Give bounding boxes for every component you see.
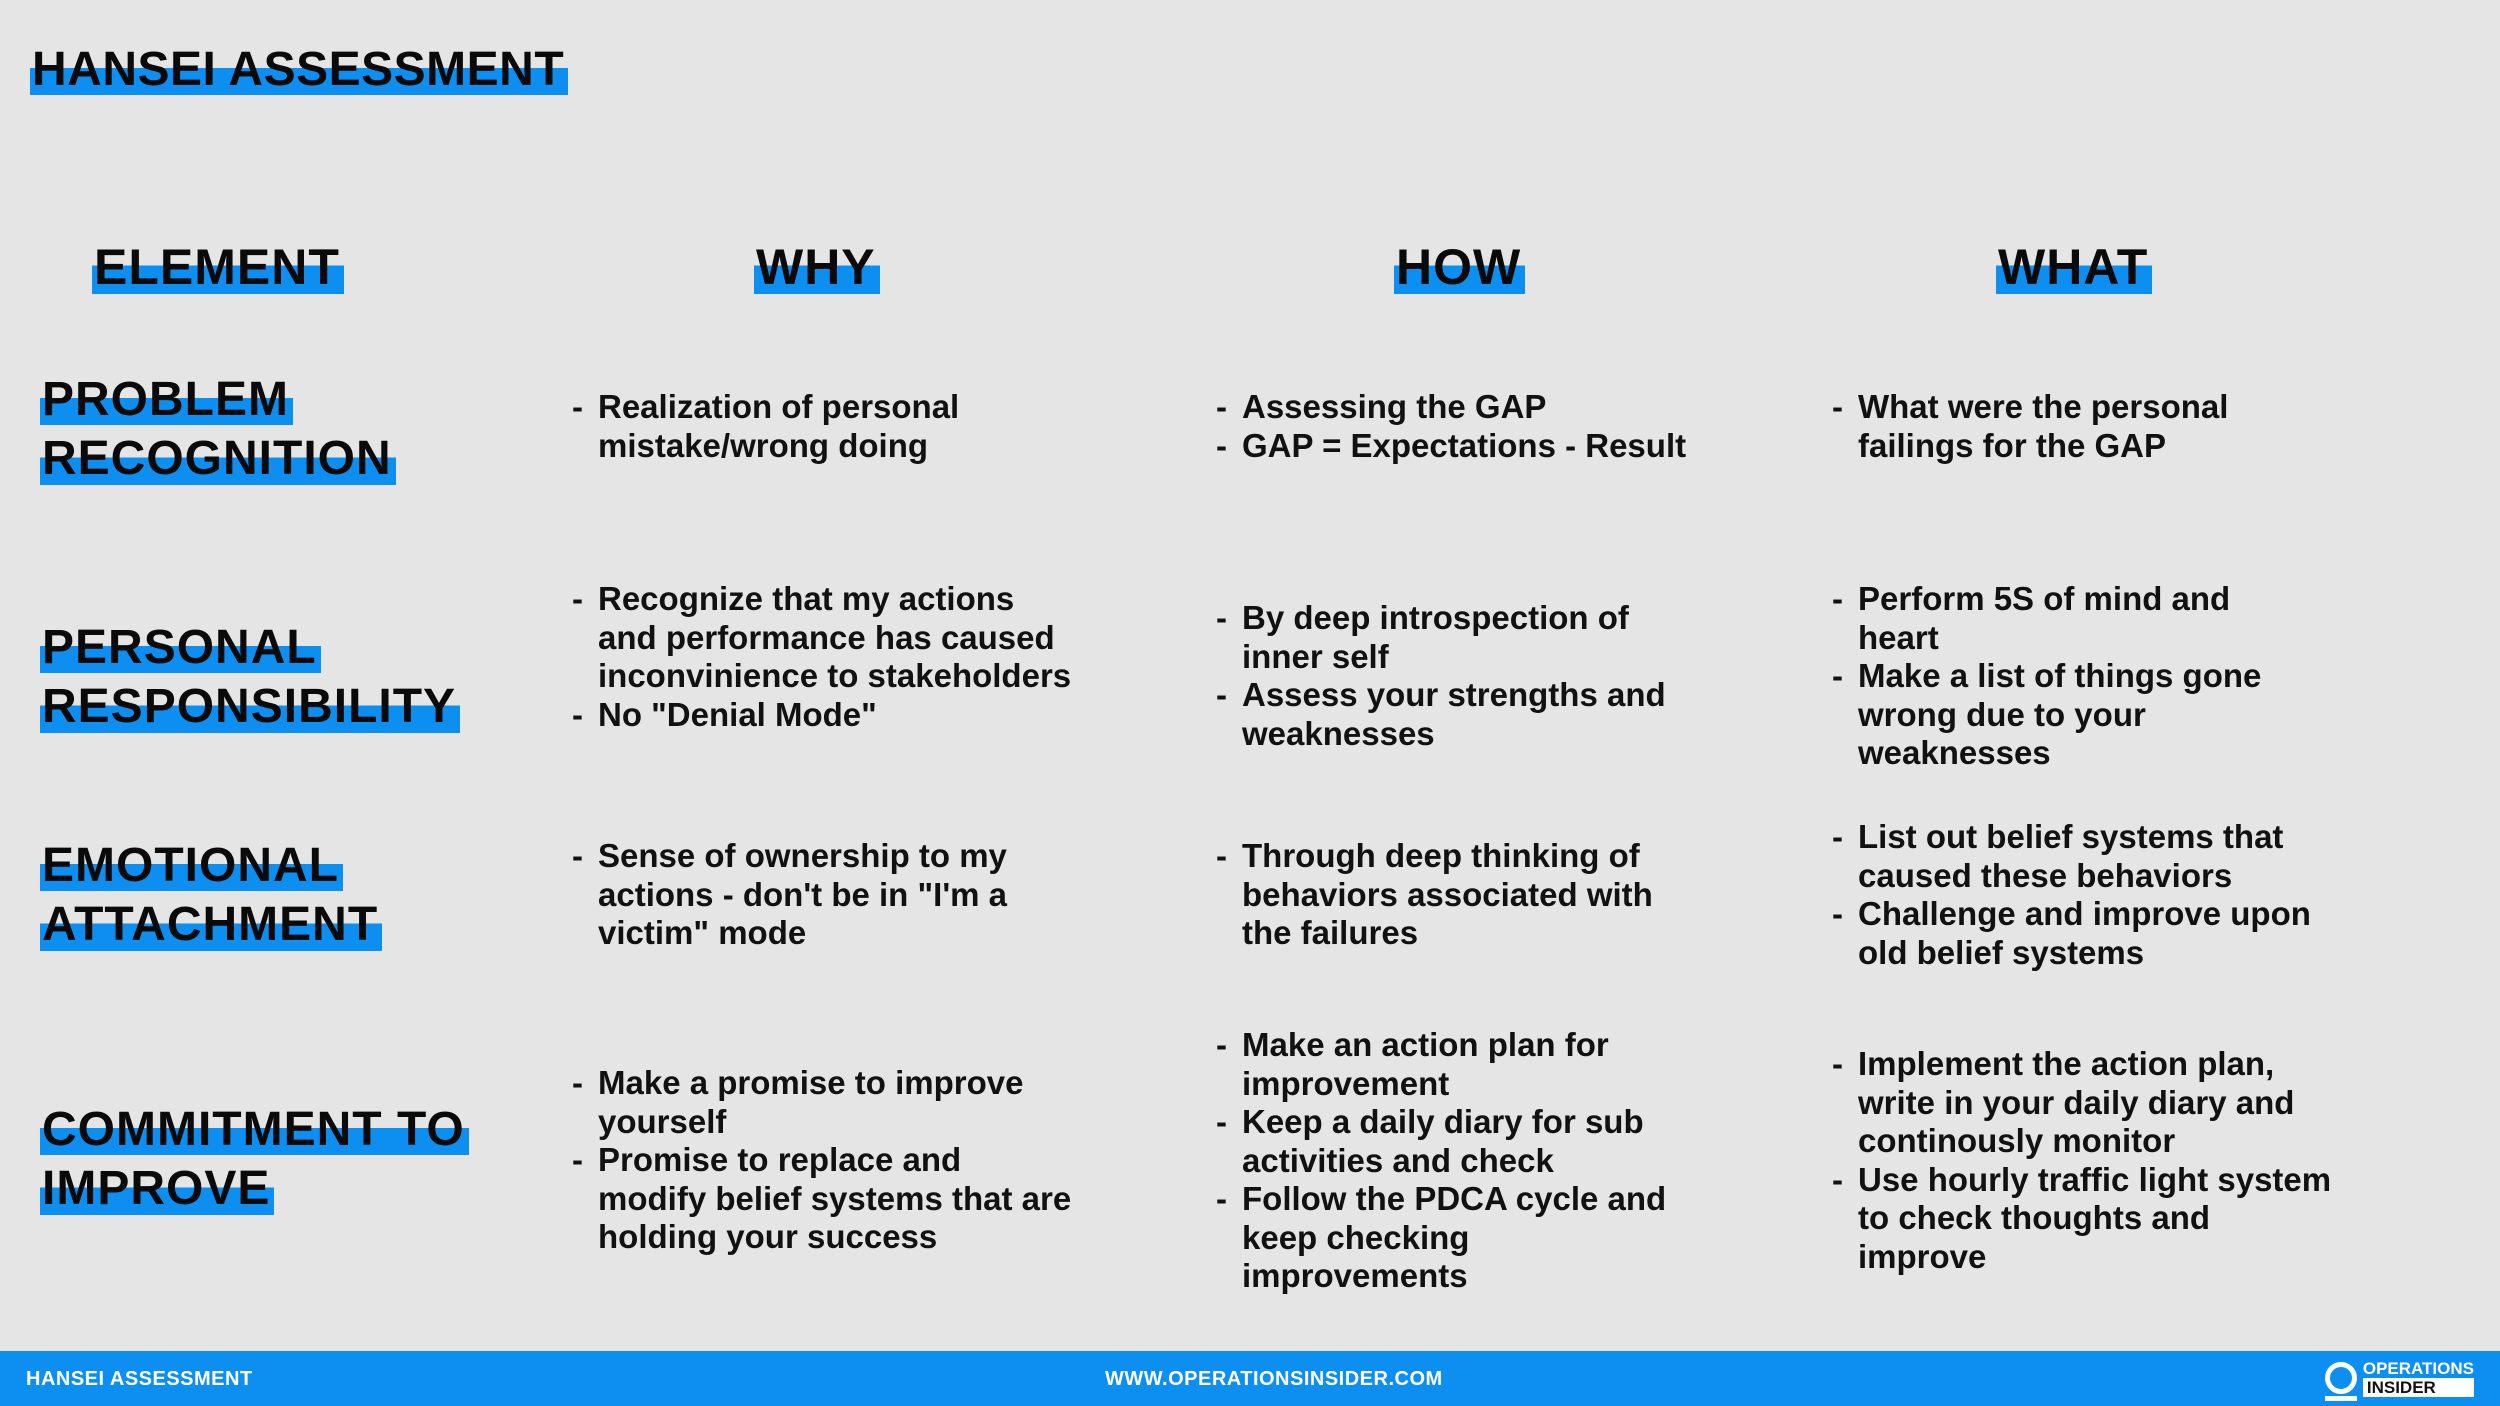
cell-how-row2 [1216,599,1696,753]
column-header-how-text: HOW [1394,241,1525,294]
list-item: - Make a list of things gone wrong due to your weaknesses [1832,657,2292,773]
logo-line2: INSIDER [2363,1378,2474,1397]
logo-line1: OPERATIONS [2362,1359,2474,1378]
cell-why-row1 [572,388,1092,465]
row-element-emotional-attachment [40,838,382,957]
list-item: - Implement the action plan, write in your daily diary and continously monitor [1832,1045,2332,1161]
row-element-personal-responsibility [40,620,460,739]
row-element-line: IMPROVE [40,1164,274,1214]
column-header-element [92,238,344,296]
brand-logo [2325,1359,2474,1397]
row-element-line: PERSONAL [40,623,321,673]
list-item: - Assessing the GAP [1216,388,1756,427]
list-item: - Assess your strengths and weaknesses [1216,676,1696,753]
list-item: - Use hourly traffic light system to check thoughts and improve [1832,1161,2332,1277]
column-header-how [1394,238,1525,296]
footer-bar [0,1351,2500,1406]
cell-why-row4 [572,1064,1072,1257]
row-element-problem-recognition [40,372,396,491]
list-item: - By deep introspection of inner self [1216,599,1696,676]
cell-what-row2 [1832,580,2292,773]
column-header-element-text: ELEMENT [92,241,344,294]
column-header-what-text: WHAT [1996,241,2152,294]
list-item: - What were the personal failings for the GAP [1832,388,2272,465]
row-element-line: COMMITMENT TO [40,1105,469,1155]
list-item: - Realization of personal mistake/wrong doing [572,388,1092,465]
list-item: - Perform 5S of mind and heart [1832,580,2292,657]
column-header-why-text: WHY [754,241,880,294]
list-item: - Make an action plan for improvement [1216,1026,1696,1103]
list-item: - Through deep thinking of behaviors associated with the failures [1216,837,1696,953]
cell-why-row3 [572,837,1072,953]
cell-how-row1 [1216,388,1756,465]
page-title-text: HANSEI ASSESSMENT [30,45,568,95]
cell-what-row3 [1832,818,2332,972]
column-header-why [754,238,880,296]
row-element-line: RESPONSIBILITY [40,682,460,732]
cell-what-row4 [1832,1045,2332,1276]
list-item: - Promise to replace and modify belief systems that are holding your success [572,1141,1072,1257]
cell-how-row4 [1216,1026,1696,1296]
list-item: - Keep a daily diary for sub activities and check [1216,1103,1696,1180]
row-element-commitment-to-improve [40,1102,469,1221]
list-item: - Challenge and improve upon old belief systems [1832,895,2332,972]
list-item: - Make a promise to improve yourself [572,1064,1072,1141]
cell-why-row2 [572,580,1072,734]
list-item: - Sense of ownership to my actions - don't be in "I'm a victim" mode [572,837,1072,953]
row-element-line: ATTACHMENT [40,900,382,950]
list-item: - Follow the PDCA cycle and keep checking improvements [1216,1180,1696,1296]
list-item: - No "Denial Mode" [572,696,1072,735]
list-item: - List out belief systems that caused these behaviors [1832,818,2332,895]
row-element-line: EMOTIONAL [40,841,343,891]
footer-title: HANSEI ASSESSMENT [26,1368,253,1390]
row-element-line: RECOGNITION [40,434,396,484]
operations-insider-logo-icon [2325,1362,2357,1394]
page-title [30,42,568,97]
cell-how-row3 [1216,837,1696,953]
row-element-line: PROBLEM [40,375,293,425]
list-item: - GAP = Expectations - Result [1216,427,1756,466]
list-item: - Recognize that my actions and performance has caused inconvinience to stakeholders [572,580,1072,696]
column-header-what [1996,238,2152,296]
logo-wordmark [2363,1359,2474,1397]
footer-website-link[interactable]: WWW.OPERATIONSINSIDER.COM [1105,1368,1443,1390]
cell-what-row1 [1832,388,2272,465]
